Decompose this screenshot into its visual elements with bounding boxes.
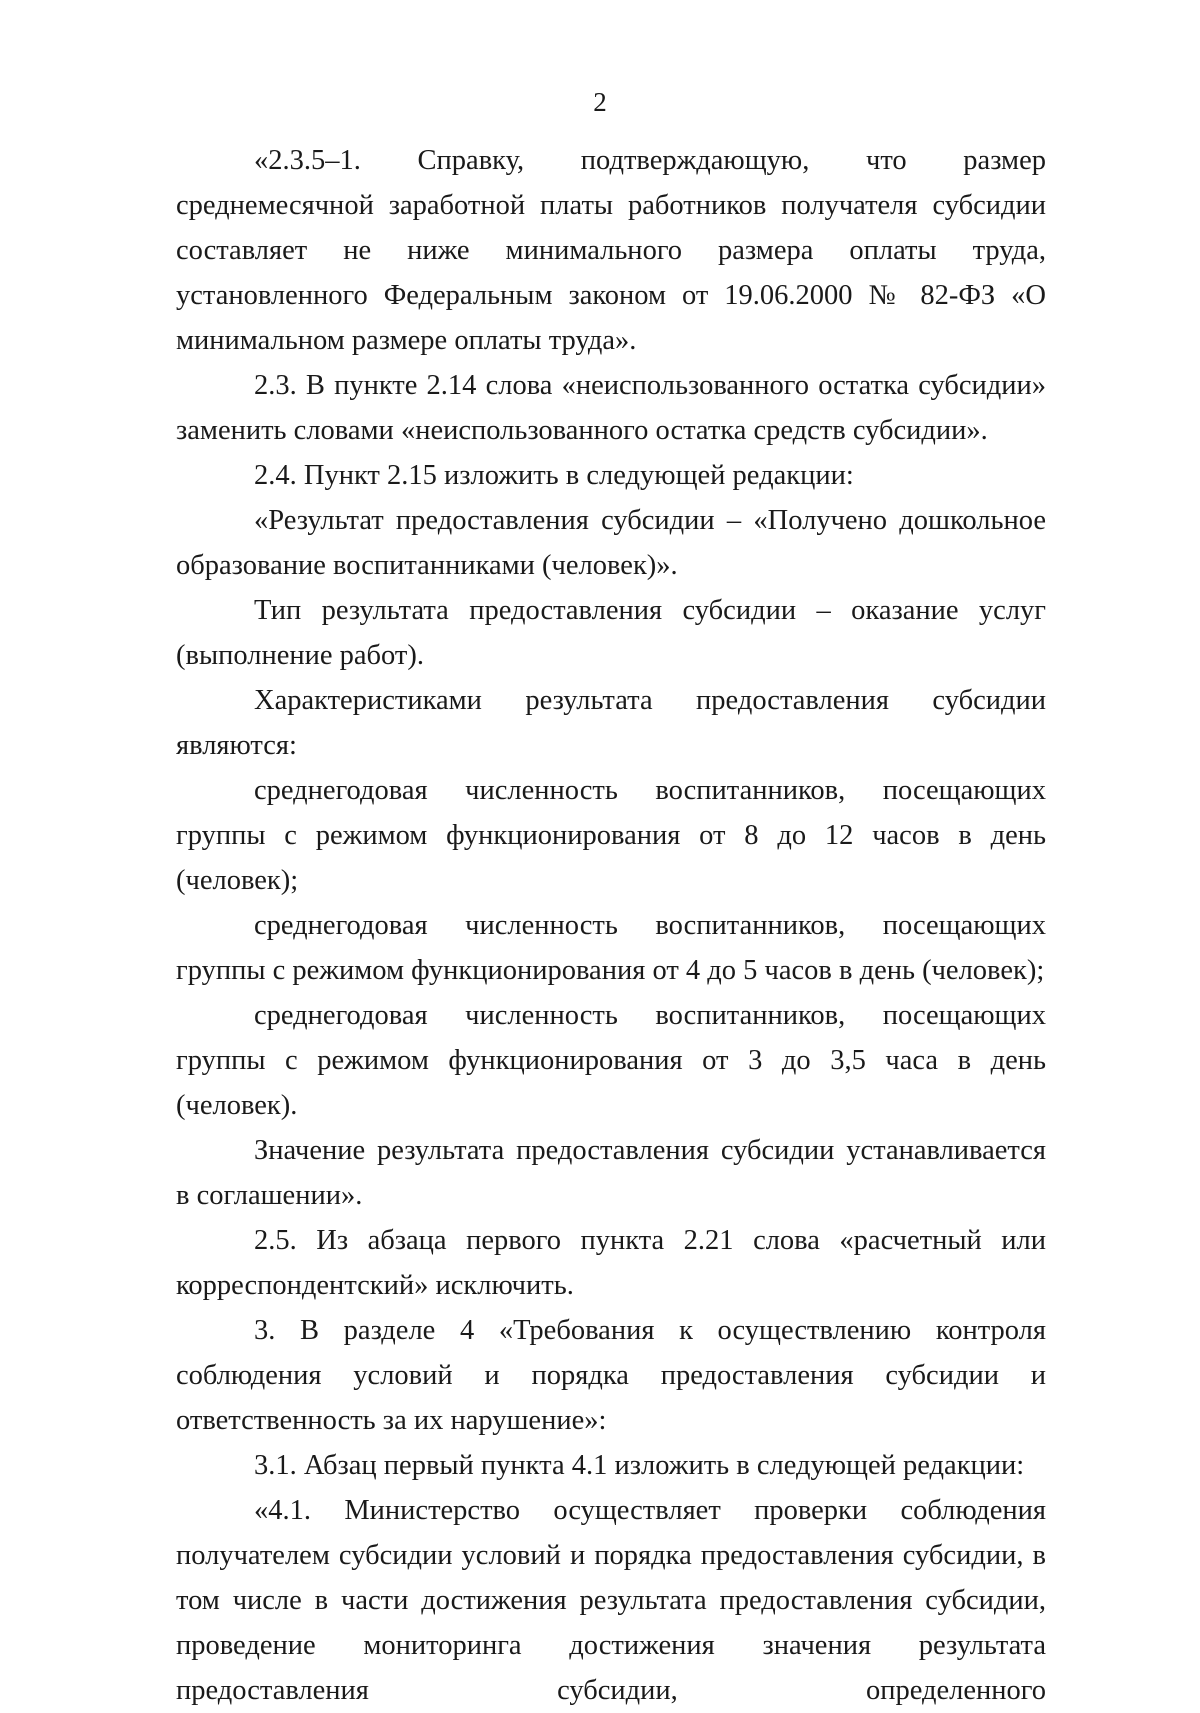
paragraph-2-5: 2.5. Из абзаца первого пункта 2.21 слова «расчетный или корреспондентский» исключить.: [176, 1225, 1046, 1301]
paragraph-4-1: «4.1. Министерство осуществляет проверки соблюдения получателем субсидии условий и порядка предоставления субсидии, в том числе в части достижения результата предоставления субсидии, проведение мониторинга достижения значения результата предоставления субсидии, определенного: [176, 1495, 1046, 1706]
paragraph-2-3: 2.3. В пункте 2.14 слова «неиспользованного остатка субсидии» заменить словами «неиспользованного остатка средств субсидии».: [176, 370, 1046, 446]
paragraph-result-value: Значение результата предоставления субсидии устанавливается в соглашении».: [176, 1135, 1046, 1211]
paragraph-characteristic-1: среднегодовая численность воспитанников, посещающих группы с режимом функционирования от 8 до 12 часов в день (человек);: [176, 775, 1046, 896]
paragraph-3-1: 3.1. Абзац первый пункта 4.1 изложить в следующей редакции:: [254, 1450, 1025, 1481]
paragraph-result-type: Тип результата предоставления субсидии – оказание услуг (выполнение работ).: [176, 595, 1046, 671]
paragraph-characteristics: Характеристиками результата предоставления субсидии являются:: [176, 685, 1046, 761]
paragraph-characteristic-3: среднегодовая численность воспитанников, посещающих группы с режимом функционирования от 3 до 3,5 часа в день (человек).: [176, 1000, 1046, 1121]
paragraph-2-3-5-1: «2.3.5–1. Справку, подтверждающую, что размер среднемесячной заработной платы работников получателя субсидии составляет не ниже минимального размера оплаты труда, установленного Федеральным законом от 19.06.2000 № 82-ФЗ «О минимальном размере оплаты труда».: [176, 145, 1046, 356]
paragraph-section-3: 3. В разделе 4 «Требования к осуществлению контроля соблюдения условий и порядка предоставления субсидии и ответственность за их нарушение»:: [176, 1315, 1046, 1436]
paragraph-2-4: 2.4. Пункт 2.15 изложить в следующей редакции:: [254, 460, 854, 491]
document-body: [176, 138, 1046, 1713]
page-number: 2: [593, 87, 607, 117]
paragraph-result: «Результат предоставления субсидии – «Получено дошкольное образование воспитанниками (человек)».: [176, 505, 1046, 581]
paragraph-characteristic-2: среднегодовая численность воспитанников, посещающих группы с режимом функционирования от 4 до 5 часов в день (человек);: [176, 910, 1046, 986]
